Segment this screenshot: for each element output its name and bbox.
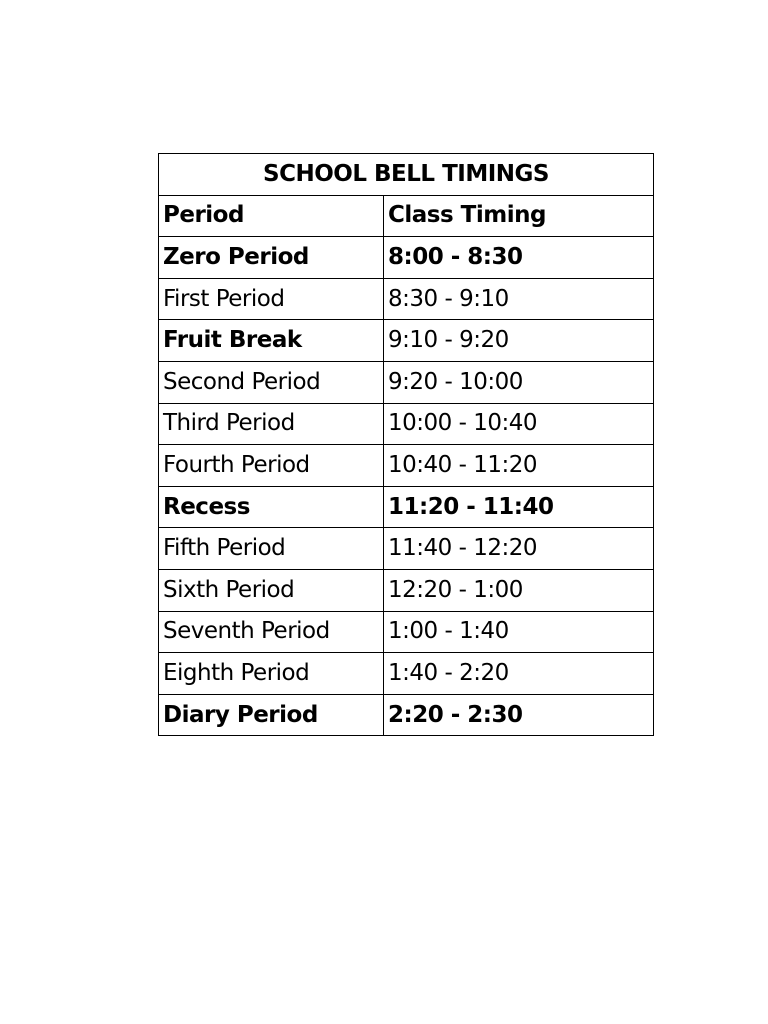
table-row: [159, 694, 654, 736]
timing-cell: 9:10 - 9:20: [384, 320, 654, 362]
timing-cell: 10:00 - 10:40: [384, 403, 654, 445]
period-cell: Eighth Period: [159, 653, 384, 695]
period-cell: Seventh Period: [159, 611, 384, 653]
bell-timings-table: [158, 153, 654, 736]
table-row: [159, 361, 654, 403]
period-cell: Fourth Period: [159, 445, 384, 487]
table-row: [159, 611, 654, 653]
table-row: [159, 278, 654, 320]
table-row: [159, 237, 654, 279]
timing-cell: 12:20 - 1:00: [384, 569, 654, 611]
period-cell: Zero Period: [159, 237, 384, 279]
table-body: [159, 237, 654, 736]
timing-cell: 10:40 - 11:20: [384, 445, 654, 487]
timing-cell: 1:00 - 1:40: [384, 611, 654, 653]
timing-cell: 9:20 - 10:00: [384, 361, 654, 403]
timing-column-header: Class Timing: [384, 195, 654, 237]
title-row: [159, 154, 654, 196]
timing-cell: 8:30 - 9:10: [384, 278, 654, 320]
timing-cell: 8:00 - 8:30: [384, 237, 654, 279]
period-cell: Sixth Period: [159, 569, 384, 611]
timing-cell: 2:20 - 2:30: [384, 694, 654, 736]
period-cell: Fifth Period: [159, 528, 384, 570]
period-cell: First Period: [159, 278, 384, 320]
period-column-header: Period: [159, 195, 384, 237]
period-cell: Fruit Break: [159, 320, 384, 362]
table-row: [159, 486, 654, 528]
timing-cell: 1:40 - 2:20: [384, 653, 654, 695]
period-cell: Second Period: [159, 361, 384, 403]
table-row: [159, 569, 654, 611]
timing-cell: 11:20 - 11:40: [384, 486, 654, 528]
table-row: [159, 528, 654, 570]
period-cell: Recess: [159, 486, 384, 528]
period-cell: Third Period: [159, 403, 384, 445]
timing-cell: 11:40 - 12:20: [384, 528, 654, 570]
table-row: [159, 320, 654, 362]
table-row: [159, 445, 654, 487]
table-row: [159, 653, 654, 695]
period-cell: Diary Period: [159, 694, 384, 736]
header-row: [159, 195, 654, 237]
table-row: [159, 403, 654, 445]
table-title: SCHOOL BELL TIMINGS: [159, 154, 654, 196]
